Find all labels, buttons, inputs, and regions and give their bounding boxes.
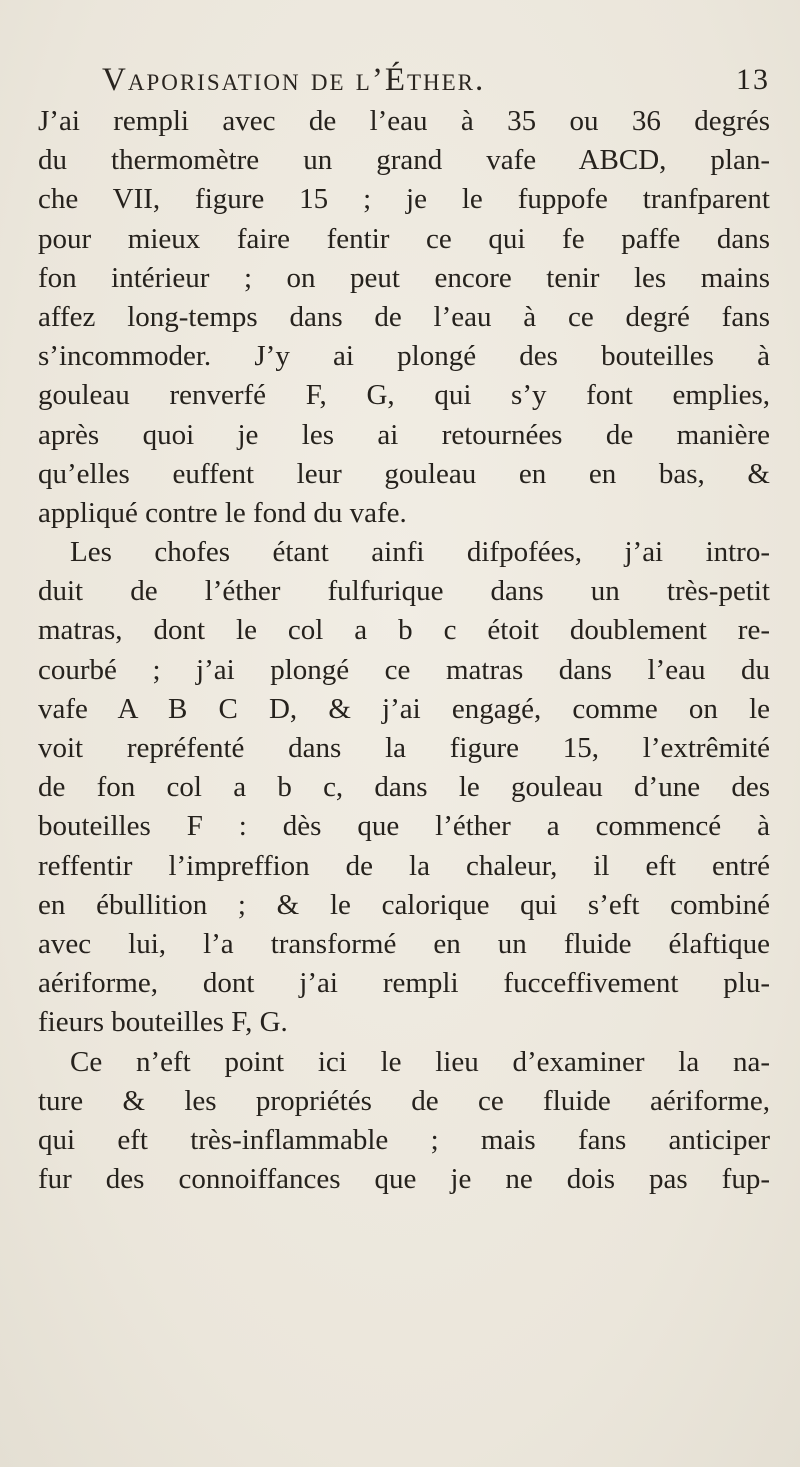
body-text — [38, 102, 770, 1199]
text-line: ture & les propriétés de ce fluide aériforme, — [38, 1084, 770, 1117]
text-line: che VII, figure 15 ; je le fuppofe tranfparent — [38, 183, 770, 216]
text-line: J’ai rempli avec de l’eau à 35 ou 36 degrés — [38, 105, 770, 137]
text-line: avec lui, l’a transformé en un fluide élaftique — [38, 927, 770, 960]
text-line: voit repréfenté dans la figure 15, l’extrêmité — [38, 732, 770, 764]
text-line: Les chofes étant ainfi difpofées, j’ai intro- — [70, 536, 770, 569]
text-line: fur des connoiffances que je ne dois pas fup- — [38, 1163, 770, 1196]
text-line: Ce n’eft point ici le lieu d’examiner la na- — [70, 1045, 770, 1078]
text-line: appliqué contre le fond du vafe. — [38, 496, 407, 529]
text-line: pour mieux faire fentir ce qui fe paffe dans — [38, 222, 770, 255]
text-line: duit de l’éther fulfurique dans un très-petit — [38, 575, 770, 608]
text-line: matras, dont le col a b c étoit doublement re- — [38, 614, 770, 647]
text-line: fieurs bouteilles F, G. — [38, 1006, 288, 1039]
text-line: qu’elles euffent leur gouleau en en bas, & — [38, 457, 770, 490]
text-line: après quoi je les ai retournées de manière — [38, 418, 770, 451]
text-line: qui eft très-inflammable ; mais fans anticiper — [38, 1123, 770, 1156]
text-line: fon intérieur ; on peut encore tenir les mains — [38, 261, 770, 294]
text-line: vafe A B C D, & j’ai engagé, comme on le — [38, 692, 770, 725]
text-line: courbé ; j’ai plongé ce matras dans l’eau du — [38, 653, 770, 686]
text-line: s’incommoder. J’y ai plongé des bouteilles à — [38, 340, 770, 373]
page-number: 13 — [736, 63, 770, 96]
text-line: gouleau renverfé F, G, qui s’y font emplies, — [38, 379, 770, 412]
text-line: reffentir l’impreffion de la chaleur, il eft entré — [38, 849, 770, 882]
text-line: en ébullition ; & le calorique qui s’eft combiné — [38, 888, 770, 921]
text-line: aériforme, dont j’ai rempli fucceffivement plu- — [38, 967, 770, 1000]
text-line: de fon col a b c, dans le gouleau d’une des — [38, 771, 770, 804]
running-title: Vaporisation de l’Éther. — [102, 62, 486, 98]
running-head — [102, 58, 770, 102]
text-line: affez long-temps dans de l’eau à ce degré fans — [38, 300, 770, 333]
text-line: du thermomètre un grand vafe ABCD, plan- — [38, 144, 770, 177]
text-line: bouteilles F : dès que l’éther a commencé à — [38, 810, 770, 843]
